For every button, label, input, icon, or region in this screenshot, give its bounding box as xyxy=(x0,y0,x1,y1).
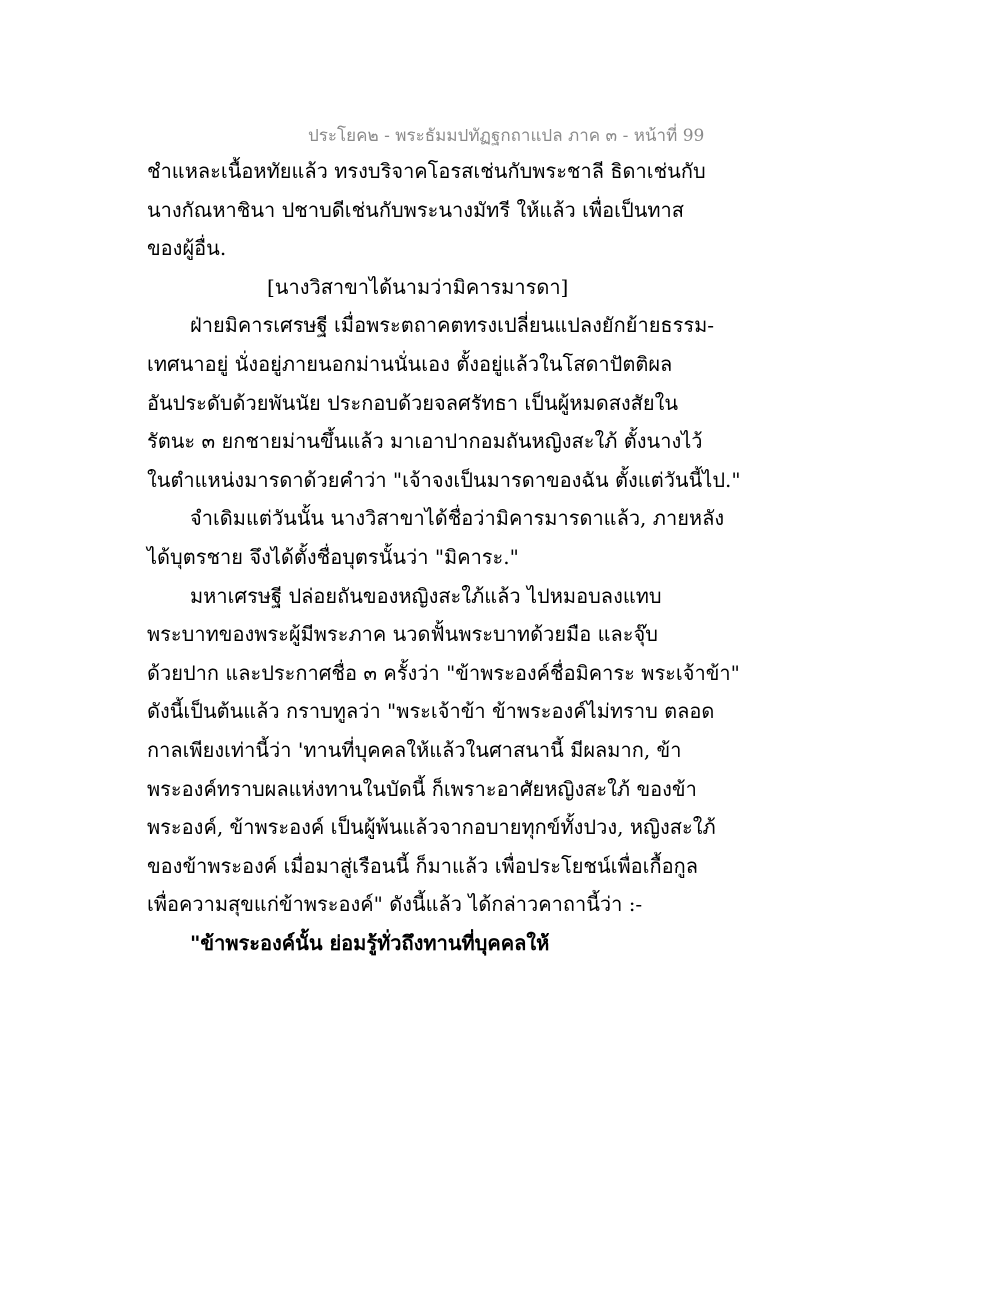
body-text xyxy=(147,152,741,962)
text-line: ในตำแหน่งมารดาด้วยคำว่า "เจ้าจงเป็นมารดาของฉัน ตั้งแต่วันนี้ไป." xyxy=(147,467,741,492)
paragraph-start: มหาเศรษฐี ปล่อยถันของหญิงสะใภ้แล้ว ไปหมอบลงแทบ xyxy=(190,583,662,608)
text-line: พระองค์ทราบผลแห่งทานในบัดนี้ ก็เพราะอาศัยหญิงสะใภ้ ของข้า xyxy=(147,776,697,801)
section-heading: [นางวิสาขาได้นามว่ามิคารมารดา] xyxy=(267,274,569,299)
text-line: ดังนี้เป็นต้นแล้ว กราบทูลว่า "พระเจ้าข้า ข้าพระองค์ไม่ทราบ ตลอด xyxy=(147,699,715,724)
verse-line: "ข้าพระองค์นั้น ย่อมรู้ทั่วถึงทานที่บุคคลให้ xyxy=(190,930,550,955)
paragraph-start: ฝ่ายมิคารเศรษฐี เมื่อพระตถาคตทรงเปลี่ยนแปลงยักย้ายธรรม- xyxy=(190,313,715,338)
text-line: นางกัณหาชินา ปชาบดีเช่นกับพระนางมัทรี ให้แล้ว เพื่อเป็นทาส xyxy=(147,197,684,222)
text-line: เพื่อความสุขแก่ข้าพระองค์" ดังนี้แล้ว ได้กล่าวคาถานี้ว่า :- xyxy=(147,892,643,917)
text-line: ชำแหละเนื้อหทัยแล้ว ทรงบริจาคโอรสเช่นกับพระชาลี ธิดาเช่นกับ xyxy=(147,159,706,183)
text-line: กาลเพียงเท่านี้ว่า 'ทานที่บุคคลให้แล้วในศาสนานี้ มีผลมาก, ข้า xyxy=(147,737,682,762)
paragraph-start: จำเดิมแต่วันนั้น นางวิสาขาได้ชื่อว่ามิคารมารดาแล้ว, ภายหลัง xyxy=(190,506,725,531)
text-line: พระบาทของพระผู้มีพระภาค นวดฟั้นพระบาทด้วยมือ และจุ๊บ xyxy=(147,622,658,647)
text-line: อันประดับด้วยพันนัย ประกอบด้วยจลศรัทธา เป็นผู้หมดสงสัยใน xyxy=(147,390,679,415)
text-line: เทศนาอยู่ นั่งอยู่ภายนอกม่านนั่นเอง ตั้งอยู่แล้วในโสดาปัตติผล xyxy=(147,351,673,376)
running-header: ประโยค๒ - พระธัมมปทัฏฐกถาแปล ภาค ๓ - หน้าที่ 99 xyxy=(308,126,705,146)
text-line: ได้บุตรชาย จึงได้ตั้งชื่อบุตรนั้นว่า "มิคาระ." xyxy=(147,544,519,569)
text-line: รัตนะ ๓ ยกชายม่านขึ้นแล้ว มาเอาปากอมถันหญิงสะใภ้ ตั้งนางไว้ xyxy=(147,429,703,454)
text-line: ของผู้อื่น. xyxy=(147,236,227,261)
text-line: ด้วยปาก และประกาศชื่อ ๓ ครั้งว่า "ข้าพระองค์ชื่อมิคาระ พระเจ้าข้า" xyxy=(147,660,740,685)
text-line: ของข้าพระองค์ เมื่อมาสู่เรือนนี้ ก็มาแล้ว เพื่อประโยชน์เพื่อเกื้อกูล xyxy=(147,853,699,878)
text-line: พระองค์, ข้าพระองค์ เป็นผู้พ้นแล้วจากอบายทุกข์ทั้งปวง, หญิงสะใภ้ xyxy=(147,815,716,840)
